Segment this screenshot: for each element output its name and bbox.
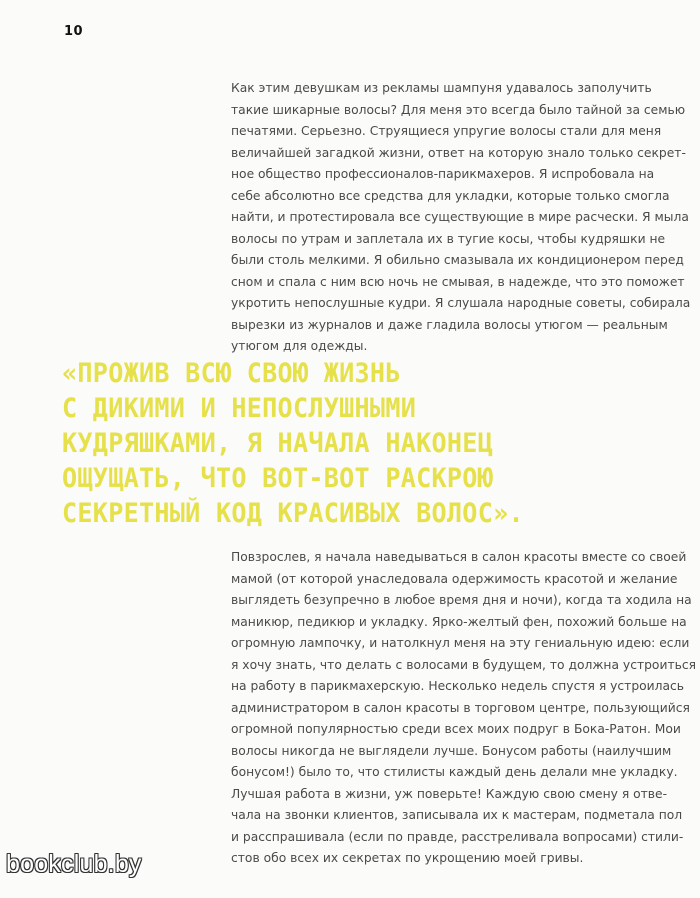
text-line: и расспрашивала (если по правде, расстреливала вопросами) стили- [231,829,684,844]
text-line: величайшей загадкой жизни, ответ на которую знало только секрет- [231,145,686,160]
text-line: стов обо всех их секретах по укрощению моей гривы. [231,851,584,865]
text-line: волосы по утрам и заплетала их в тугие косы, чтобы кудряшки не [231,231,666,246]
text-line: огромную лампочку, и натолкнул меня на эту гениальную идею: если [231,636,690,650]
pull-quote-line: С ДИКИМИ И НЕПОСЛУШНЫМИ [62,393,417,424]
text-line: такие шикарные волосы? Для меня это всегда было тайной за семью [231,102,686,117]
text-line: бонусом!) было то, что стилисты каждый день делали мне укладку. [231,765,678,779]
text-line: на работу в парикмахерскую. Несколько недель спустя я устроилась [231,679,685,693]
text-line: Как этим девушкам из рекламы шампуня удавалось заполучить [231,81,652,95]
text-line: чала на звонки клиентов, записывала их к мастерам, подметала пол [231,808,683,822]
watermark: bookclub.by [6,850,142,878]
text-line: ное общество профессионалов-парикмахеров. Я испробовала на [231,167,655,181]
text-line: сном и спала с ним всю ночь не смывая, в надежде, что это поможет [231,274,685,289]
page-number: 10 [64,24,84,39]
text-line: укротить непослушные кудри. Я слушала народные советы, собирала [231,296,691,310]
text-line: себе абсолютно все средства для укладки, которые только смогла [231,188,670,203]
paragraph-salon [231,547,697,870]
pull-quote-line: ОЩУЩАТЬ, ЧТО ВОТ-ВОТ РАСКРОЮ [62,463,494,494]
text-line: вырезки из журналов и даже гладила волосы утюгом — реальным [231,317,668,332]
pull-quote [62,356,524,531]
pull-quote-line: СЕКРЕТНЫЙ КОД КРАСИВЫХ ВОЛОС». [62,498,524,529]
text-line: Повзрослев, я начала наведываться в салон красоты вместе со своей [231,550,687,564]
text-line: найти, и протестировала все существующие в мире расчески. Я мыла [231,210,689,224]
paragraph-intro [231,78,691,358]
text-line: утюгом для одежды. [231,339,368,353]
text-line: были столь мелкими. Я обильно смазывала их кондиционером перед [231,253,684,267]
text-line: мамой (от которой унаследовала одержимость красотой и желание [231,571,678,586]
text-line: маникюр, педикюр и укладку. Ярко-желтый фен, похожий больше на [231,614,687,629]
pull-quote-line: КУДРЯШКАМИ, Я НАЧАЛА НАКОНЕЦ [62,428,494,459]
text-line: огромной популярностью среди всех моих подруг в Бока-Ратон. Мои [231,722,681,736]
text-line: я хочу знать, что делать с волосами в будущем, то должна устроиться [231,657,697,672]
text-line: волосы никогда не выглядели лучше. Бонусом работы (наилучшим [231,743,672,758]
text-line: администратором в салон красоты в торговом центре, пользующийся [231,700,690,715]
text-line: выглядеть безупречно в любое время дня и ночи), когда та ходила на [231,593,692,607]
text-line: Лучшая работа в жизни, уж поверьте! Каждую свою смену я отве- [231,786,668,801]
pull-quote-line: «ПРОЖИВ ВСЮ СВОЮ ЖИЗНЬ [62,358,401,389]
text-line: печатями. Серьезно. Струящиеся упругие волосы стали для меня [231,124,662,138]
